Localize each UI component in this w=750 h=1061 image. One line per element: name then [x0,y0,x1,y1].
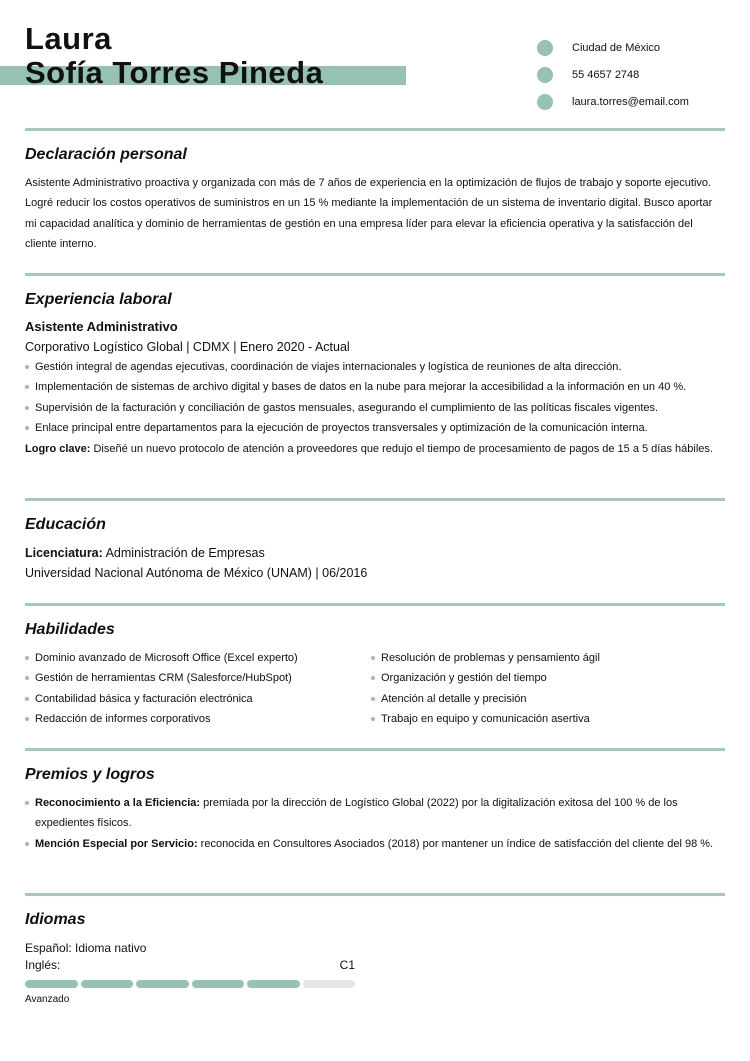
language-level-segment [136,980,189,988]
list-item: Supervisión de la facturación y conciliación de gastos mensuales, asegurando el cumplimiento de las políticas fiscales vigentes. [25,398,725,418]
school-line: Universidad Nacional Autónoma de México (UNAM) | 06/2016 [25,566,368,580]
contact-list [537,34,737,115]
skills-grid [25,648,725,730]
phone-icon [537,67,553,83]
award-text: premiada por la dirección de Logístico Global (2022) por la digitalización exitosa del 100 % de los expedientes físicos. [35,797,678,830]
list-item: Gestión integral de agendas ejecutivas, coordinación de viajes internacionales y logística de reuniones de alta dirección. [25,357,725,377]
job-bullets [25,357,725,439]
location-icon [537,40,553,56]
languages-section [25,910,725,1005]
list-item: Atención al detalle y precisión [371,689,717,709]
first-name: Laura [25,21,112,56]
list-item: Implementación de sistemas de archivo digital y bases de datos en la nube para mejorar la accesibilidad a la información en un 40 %. [25,377,725,397]
second-language-row [25,957,355,974]
resume-header [0,0,750,120]
list-item: Trabajo en equipo y comunicación asertiva [371,709,717,729]
degree-line [25,543,725,563]
award-text: reconocida en Consultores Asociados (2018) por mantener un índice de satisfacción del cliente del 98 %. [197,837,714,850]
list-item: Redacción de informes corporativos [25,709,371,729]
list-item: Enlace principal entre departamentos para la ejecución de proyectos transversales y optimización de la comunicación interna. [25,418,725,438]
job-title: Asistente Administrativo [25,319,178,334]
section-divider [25,498,725,501]
awards-list [25,793,725,854]
language-level-segment [303,980,356,988]
key-achievement-text: Diseñé un nuevo protocolo de atención a proveedores que redujo el tiempo de procesamiento de pagos de 15 a 5 días hábiles. [90,442,713,455]
experience-heading: Experiencia laboral [25,291,172,308]
language-level-segment [25,980,78,988]
second-language-name: Inglés: [25,958,61,972]
education-heading: Educación [25,516,106,533]
section-divider [25,128,725,131]
language-level-segment [81,980,134,988]
list-item: Organización y gestión del tiempo [371,668,717,688]
languages-heading: Idiomas [25,911,86,928]
list-item [25,793,725,834]
second-language-code: C1 [339,958,355,972]
language-level-segment [247,980,300,988]
language-level-segment [192,980,245,988]
skills-column-right [371,648,717,730]
section-divider [25,893,725,896]
key-achievement-label: Logro clave: [25,442,91,455]
list-item: Contabilidad básica y facturación electrónica [25,689,371,709]
experience-section [25,290,725,459]
key-achievement [25,439,725,459]
second-language-level: Avanzado [25,994,70,1005]
language-level-bar [25,980,355,988]
awards-section [25,765,725,854]
award-title: Mención Especial por Servicio: [35,837,198,850]
contact-phone [537,61,737,88]
email-icon [537,94,553,110]
degree-text: Administración de Empresas [102,546,265,560]
section-divider [25,603,725,606]
job-meta: Corporativo Logístico Global | CDMX | Enero 2020 - Actual [25,340,350,354]
education-section [25,515,725,583]
skills-heading: Habilidades [25,621,115,638]
contact-location [537,34,737,61]
award-title: Reconocimiento a la Eficiencia: [35,797,201,809]
list-item: Dominio avanzado de Microsoft Office (Excel experto) [25,648,371,668]
profile-section [25,145,725,255]
contact-location-text: Ciudad de México [572,41,661,54]
section-divider [25,748,725,751]
native-language: Español: Idioma nativo [25,941,147,955]
skills-section [25,620,725,730]
skills-column-left [25,648,371,730]
profile-text: Asistente Administrativo proactiva y organizada con más de 7 años de experiencia en la optimización de flujos de trabajo y soporte ejecutivo. Logré reducir los costos operativos de suministros en un 15 % mediante la implementación de un sistema de inventario digital. Busco aportar mi capacidad analítica y dominio de herramientas de gestión en una empresa líder para elevar la eficiencia operativa y la satisfacción del cliente interno. [25,177,713,251]
section-divider [25,273,725,276]
list-item: Gestión de herramientas CRM (Salesforce/HubSpot) [25,668,371,688]
awards-heading: Premios y logros [25,766,155,783]
contact-email [537,88,737,115]
contact-phone-text: 55 4657 2748 [572,68,640,81]
profile-heading: Declaración personal [25,146,187,163]
degree-label: Licenciatura: [25,546,103,560]
list-item [25,834,725,854]
last-name: Sofía Torres Pineda [25,55,324,90]
list-item: Resolución de problemas y pensamiento ágil [371,648,717,668]
contact-email-text: laura.torres@email.com [572,95,689,108]
